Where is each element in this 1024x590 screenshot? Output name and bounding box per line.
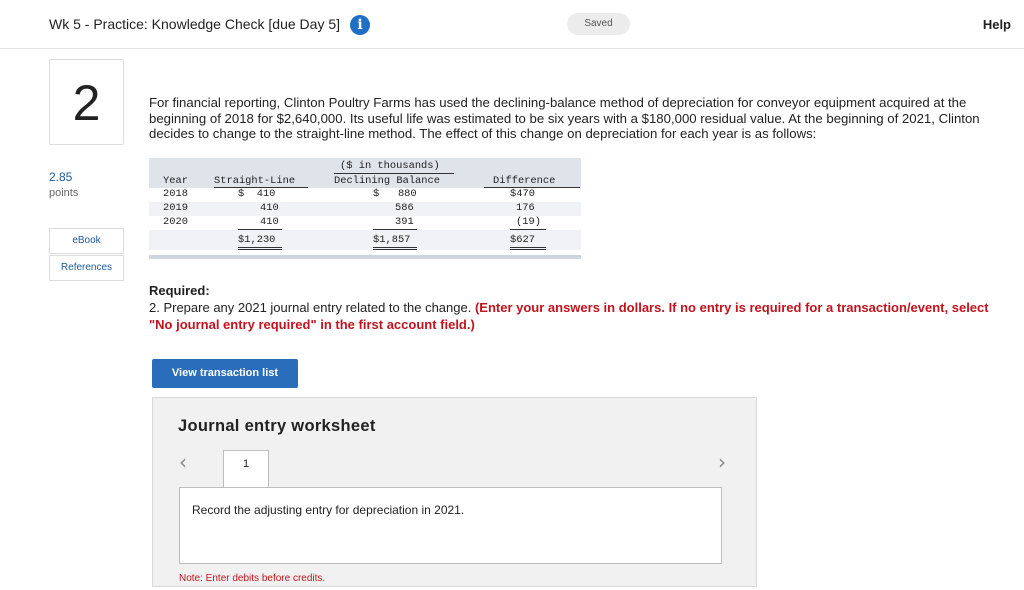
table-cell-sl: 410 [260, 216, 279, 228]
required-part [149, 299, 1009, 333]
points-label: points [49, 187, 79, 199]
table-cell-diff: $470 [510, 188, 535, 200]
points-value: 2.85 [49, 170, 73, 184]
table-total-sl: $1,230 [238, 234, 276, 246]
journal-entry-worksheet [152, 397, 757, 587]
table-cell-diff: (19) [516, 216, 541, 228]
problem-text: For financial reporting, Clinton Poultry Farms has used the declining-balance method of depreciation for conveyor equipment acquired at the beginning of 2018 for $2,640,000. Its useful life was estimated to be six years with a $180,000 residual value. At the beginning of 2021, Clinton decides to change to the straight-line method. The effect of this change on depreciation for each year is as follows: [149, 95, 980, 141]
worksheet-title: Journal entry worksheet [178, 417, 376, 435]
total-double-rule [238, 247, 282, 250]
required-part-text: 2. Prepare any 2021 journal entry related to the change. [149, 300, 472, 315]
top-header [0, 0, 1024, 49]
subtotal-rule [373, 229, 417, 230]
table-cell-year: 2020 [163, 216, 188, 228]
info-icon[interactable]: i [350, 15, 370, 35]
view-transaction-list-button[interactable]: View transaction list [152, 359, 298, 388]
table-group-header: ($ in thousands) [340, 160, 440, 172]
depreciation-table [149, 158, 581, 261]
ebook-button[interactable]: eBook [49, 228, 124, 254]
subtotal-rule [510, 229, 546, 230]
record-entry-box [179, 487, 722, 564]
table-col-straight-line: Straight-Line [214, 175, 296, 187]
chevron-right-icon[interactable]: › [718, 450, 726, 474]
table-cell-sl: $ 410 [238, 188, 276, 200]
worksheet-tab-number: 1 [242, 458, 250, 470]
table-cell-year: 2018 [163, 188, 188, 200]
table-cell-year: 2019 [163, 202, 188, 214]
table-total-diff: $627 [510, 234, 535, 246]
table-total-db: $1,857 [373, 234, 411, 246]
table-footer-band [149, 255, 581, 259]
total-double-rule [373, 247, 417, 250]
references-button[interactable]: References [49, 255, 124, 281]
table-cell-db: $ 880 [373, 188, 417, 200]
subtotal-rule [238, 229, 282, 230]
table-cell-db: 391 [395, 216, 414, 228]
help-link[interactable]: Help [982, 17, 1011, 32]
table-cell-sl: 410 [260, 202, 279, 214]
saved-status-badge: Saved [567, 13, 630, 35]
chevron-left-icon[interactable]: ‹ [179, 450, 187, 474]
question-number-box [49, 59, 124, 145]
debits-credits-note: Note: Enter debits before credits. [179, 573, 326, 584]
worksheet-tab-1[interactable] [223, 450, 269, 488]
required-heading: Required: [149, 283, 210, 298]
table-cell-diff: 176 [516, 202, 535, 214]
total-double-rule [510, 247, 546, 250]
record-instruction: Record the adjusting entry for depreciation in 2021. [192, 503, 465, 517]
question-number: 2 [72, 75, 101, 131]
table-col-declining-balance: Declining Balance [334, 175, 441, 187]
assignment-title: Wk 5 - Practice: Knowledge Check [due Day 5] [49, 16, 341, 32]
table-col-year: Year [163, 175, 188, 187]
required-instruction: (Enter your answers in dollars. If no entry is required for a transaction/event, select "No journal entry required" in the first account field.) [149, 300, 989, 332]
required-section [149, 282, 1009, 333]
table-cell-db: 586 [395, 202, 414, 214]
table-col-difference: Difference [493, 175, 556, 187]
header-rule [334, 173, 454, 174]
